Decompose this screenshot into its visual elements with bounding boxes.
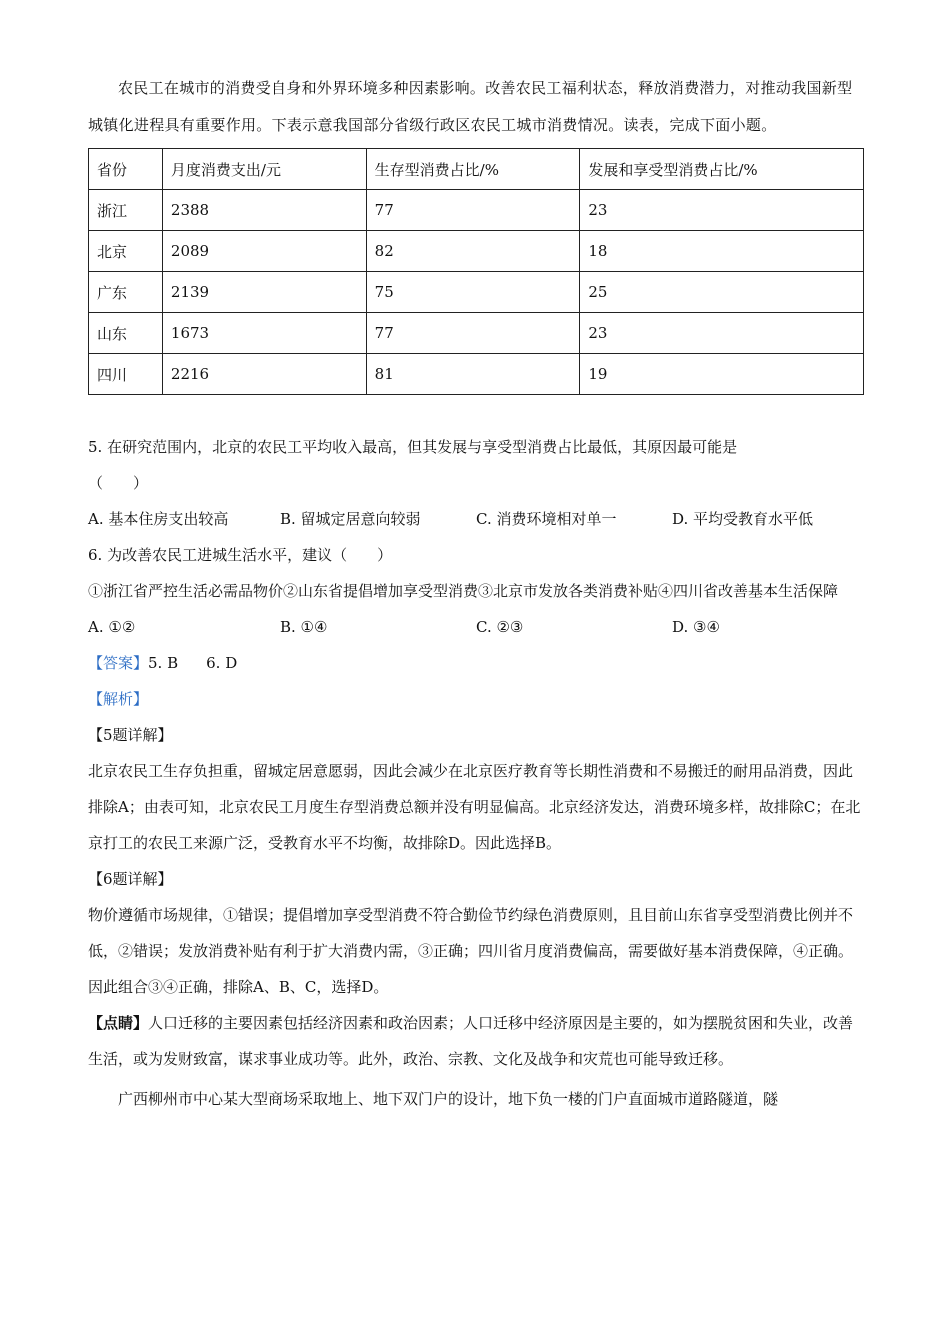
question-5-stem: 5. 在研究范围内，北京的农民工平均收入最高，但其发展与享受型消费占比最低，其原因最可能是 (88, 438, 738, 456)
option-a: A. 基本住房支出较高 (88, 510, 229, 528)
option-d: D. ③④ (672, 618, 720, 636)
question-6-options (88, 609, 864, 645)
table-body (89, 149, 864, 395)
analysis-label: 【解析】 (88, 690, 149, 708)
option-d: D. 平均受教育水平低 (672, 510, 814, 528)
answer-5: 5. B (148, 654, 179, 672)
table-row (89, 231, 864, 272)
table-cell: 77 (366, 190, 580, 231)
table-row (89, 272, 864, 313)
table-cell: 25 (580, 272, 864, 313)
table-cell: 2216 (162, 354, 366, 395)
table-cell: 77 (366, 313, 580, 354)
table-cell: 19 (580, 354, 864, 395)
detail-6-label: 【6题详解】 (88, 870, 173, 888)
option-b: B. 留城定居意向较弱 (280, 510, 421, 528)
detail-6-text: 物价遵循市场规律，①错误；提倡增加享受型消费不符合勤俭节约绿色消费原则，且目前山东省享受型消费比例并不低，②错误；发放消费补贴有利于扩大消费内需，③正确；四川省月度消费偏高，需要做好基本消费保障，④正确。因此组合③④正确，排除A、B、C，选择D。 (88, 906, 854, 996)
table-cell: 广东 (89, 272, 163, 313)
question-5-options (88, 501, 864, 537)
table-row (89, 190, 864, 231)
table-cell: 75 (366, 272, 580, 313)
table-cell: 浙江 (89, 190, 163, 231)
header-cell: 省份 (89, 149, 163, 190)
consumption-table (88, 148, 864, 395)
document-page (88, 70, 864, 1117)
table-cell: 18 (580, 231, 864, 272)
next-intro-paragraph: 广西柳州市中心某大型商场采取地上、地下双门户的设计，地下负一楼的门户直面城市道路隧道，隧 (118, 1090, 779, 1108)
header-cell: 月度消费支出/元 (162, 149, 366, 190)
table-cell: 23 (580, 190, 864, 231)
detail-5-label: 【5题详解】 (88, 726, 173, 744)
table-header-row (89, 149, 864, 190)
option-c: C. 消费环境相对单一 (476, 510, 617, 528)
header-cell: 发展和享受型消费占比/% (580, 149, 864, 190)
table-cell: 北京 (89, 231, 163, 272)
table-cell: 2388 (162, 190, 366, 231)
detail-5-text: 北京农民工生存负担重，留城定居意愿弱，因此会减少在北京医疗教育等长期性消费和不易搬迁的耐用品消费，因此排除A；由表可知，北京农民工月度生存型消费总额并没有明显偏高。北京经济发达，消费环境多样，故排除C；在北京打工的农民工来源广泛，受教育水平不均衡，故排除D。因此选择B。 (88, 762, 861, 852)
table-cell: 1673 (162, 313, 366, 354)
table-cell: 山东 (89, 313, 163, 354)
answer-label: 【答案】 (88, 654, 149, 672)
option-a: A. ①② (88, 618, 136, 636)
intro-paragraph: 农民工在城市的消费受自身和外界环境多种因素影响。改善农民工福利状态，释放消费潜力，对推动我国新型城镇化进程具有重要作用。下表示意我国部分省级行政区农民工城市消费情况。读表，完成下面小题。 (88, 79, 853, 134)
table-cell: 四川 (89, 354, 163, 395)
answer-6: 6. D (206, 654, 238, 672)
header-cell: 生存型消费占比/% (366, 149, 580, 190)
question-6-items: ①浙江省严控生活必需品物价②山东省提倡增加享受型消费③北京市发放各类消费补贴④四川省改善基本生活保障 (88, 582, 839, 600)
table-cell: 23 (580, 313, 864, 354)
option-b: B. ①④ (280, 618, 328, 636)
table-cell: 82 (366, 231, 580, 272)
tip-text: 人口迁移的主要因素包括经济因素和政治因素；人口迁移中经济原因是主要的，如为摆脱贫困和失业，改善生活，或为发财致富，谋求事业成功等。此外，政治、宗教、文化及战争和灾荒也可能导致迁移。 (88, 1014, 854, 1068)
table-cell: 81 (366, 354, 580, 395)
question-6-stem: 6. 为改善农民工进城生活水平，建议（ ） (88, 546, 393, 564)
table-row (89, 354, 864, 395)
question-5-blank: （ ） (88, 474, 149, 492)
answer-line (88, 645, 864, 681)
tip-label: 【点睛】 (88, 1014, 149, 1032)
table-cell: 2139 (162, 272, 366, 313)
option-c: C. ②③ (476, 618, 524, 636)
table-row (89, 313, 864, 354)
table-cell: 2089 (162, 231, 366, 272)
tip-paragraph (88, 1005, 864, 1077)
